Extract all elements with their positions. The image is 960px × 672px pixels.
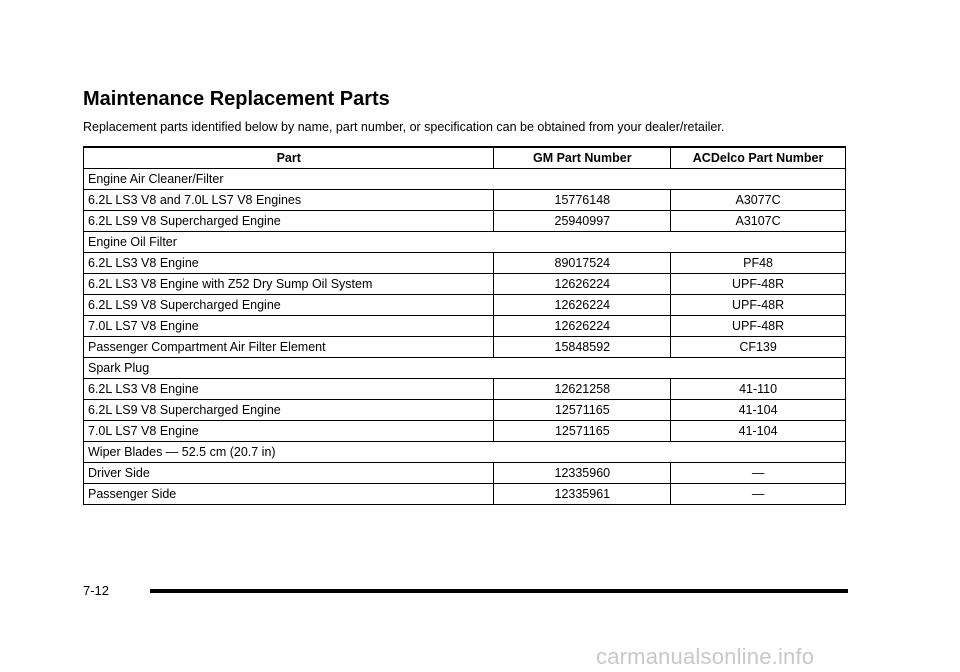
table-row xyxy=(84,211,846,232)
gm-part-number-cell: 12571165 xyxy=(494,421,671,442)
gm-part-number-cell: 12621258 xyxy=(494,379,671,400)
gm-part-number-cell: 12626224 xyxy=(494,316,671,337)
acdelco-part-number-cell: A3107C xyxy=(671,211,846,232)
part-cell: 7.0L LS7 V8 Engine xyxy=(84,421,494,442)
table-row xyxy=(84,421,846,442)
part-cell: Passenger Compartment Air Filter Element xyxy=(84,337,494,358)
part-cell: 7.0L LS7 V8 Engine xyxy=(84,316,494,337)
acdelco-part-number-cell: 41-110 xyxy=(671,379,846,400)
acdelco-part-number-cell: — xyxy=(671,484,846,505)
table-row xyxy=(84,442,846,463)
page-number: 7-12 xyxy=(83,583,110,598)
part-cell: 6.2L LS9 V8 Supercharged Engine xyxy=(84,400,494,421)
gm-part-number-cell: 89017524 xyxy=(494,253,671,274)
part-cell: 6.2L LS9 V8 Supercharged Engine xyxy=(84,211,494,232)
part-cell: Driver Side xyxy=(84,463,494,484)
part-cell: 6.2L LS9 V8 Supercharged Engine xyxy=(84,295,494,316)
table-row xyxy=(84,232,846,253)
table-header-row xyxy=(84,147,846,169)
table-body xyxy=(84,169,846,505)
gm-part-number-cell: 12335960 xyxy=(494,463,671,484)
acdelco-part-number-cell: — xyxy=(671,463,846,484)
table-row xyxy=(84,484,846,505)
footer-rule xyxy=(150,589,848,593)
gm-part-number-cell: 12571165 xyxy=(494,400,671,421)
acdelco-part-number-cell: 41-104 xyxy=(671,400,846,421)
table-row xyxy=(84,463,846,484)
gm-part-number-cell: 12626224 xyxy=(494,274,671,295)
group-label: Engine Air Cleaner/Filter xyxy=(84,169,846,190)
table-row xyxy=(84,169,846,190)
group-label: Spark Plug xyxy=(84,358,846,379)
column-header-acdelco-part-number: ACDelco Part Number xyxy=(671,147,846,169)
acdelco-part-number-cell: UPF-48R xyxy=(671,316,846,337)
gm-part-number-cell: 25940997 xyxy=(494,211,671,232)
acdelco-part-number-cell: PF48 xyxy=(671,253,846,274)
column-header-gm-part-number: GM Part Number xyxy=(494,147,671,169)
table-row xyxy=(84,190,846,211)
watermark: carmanualsonline.info xyxy=(596,644,815,669)
gm-part-number-cell: 12335961 xyxy=(494,484,671,505)
table-row xyxy=(84,316,846,337)
acdelco-part-number-cell: 41-104 xyxy=(671,421,846,442)
group-label: Engine Oil Filter xyxy=(84,232,846,253)
table-row xyxy=(84,295,846,316)
table-row xyxy=(84,253,846,274)
table-row xyxy=(84,337,846,358)
parts-table xyxy=(83,146,846,505)
page-title: Maintenance Replacement Parts xyxy=(83,88,390,110)
gm-part-number-cell: 15776148 xyxy=(494,190,671,211)
intro-text: Replacement parts identified below by name, part number, or specification can be obtained from your dealer/retailer. xyxy=(83,120,725,134)
acdelco-part-number-cell: UPF-48R xyxy=(671,295,846,316)
table-row xyxy=(84,274,846,295)
table-row xyxy=(84,400,846,421)
acdelco-part-number-cell: CF139 xyxy=(671,337,846,358)
part-cell: 6.2L LS3 V8 Engine xyxy=(84,253,494,274)
column-header-part: Part xyxy=(84,147,494,169)
table-row xyxy=(84,358,846,379)
gm-part-number-cell: 12626224 xyxy=(494,295,671,316)
part-cell: Passenger Side xyxy=(84,484,494,505)
part-cell: 6.2L LS3 V8 Engine xyxy=(84,379,494,400)
acdelco-part-number-cell: A3077C xyxy=(671,190,846,211)
group-label: Wiper Blades — 52.5 cm (20.7 in) xyxy=(84,442,846,463)
table-row xyxy=(84,379,846,400)
part-cell: 6.2L LS3 V8 Engine with Z52 Dry Sump Oil System xyxy=(84,274,494,295)
gm-part-number-cell: 15848592 xyxy=(494,337,671,358)
part-cell: 6.2L LS3 V8 and 7.0L LS7 V8 Engines xyxy=(84,190,494,211)
acdelco-part-number-cell: UPF-48R xyxy=(671,274,846,295)
